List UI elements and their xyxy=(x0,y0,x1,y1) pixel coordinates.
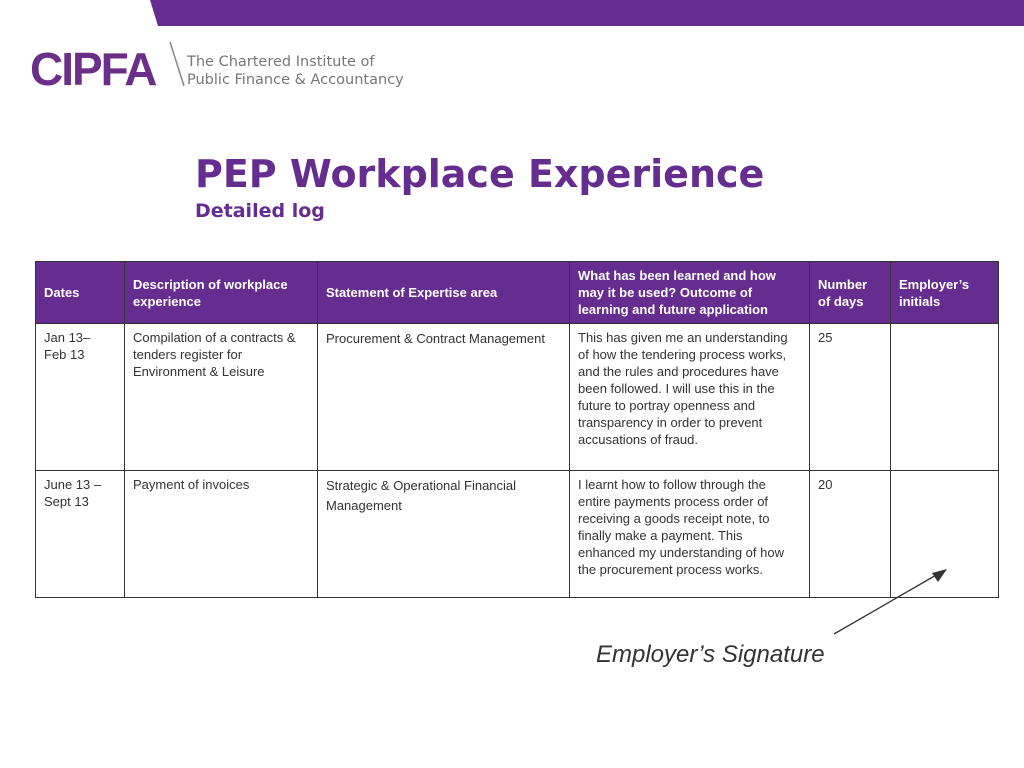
expertise-text: Procurement & Contract Management xyxy=(326,331,545,346)
description-text: Payment of invoices xyxy=(133,477,250,492)
dates-text: Jan 13– Feb 13 xyxy=(44,330,91,362)
cell-initials xyxy=(891,324,999,471)
table-header-row xyxy=(36,262,999,324)
page-subtitle: Detailed log xyxy=(195,200,325,222)
expertise-text: Strategic & Operational Financial Management xyxy=(326,478,517,513)
dates-text: June 13 – Sept 13 xyxy=(44,477,102,509)
employer-signature-label: Employer’s Signature xyxy=(596,641,825,668)
cell-description xyxy=(125,324,318,471)
description-text: Compilation of a contracts & tenders register for Environment & Leisure xyxy=(133,330,296,379)
header-number-of-days: Number of days xyxy=(810,262,891,324)
learning-text: This has given me an understanding of how the tendering process works, and the rules and procedures have been followed. I will use this in the future to portray openness and transparency in order to prevent accusations of fraud. xyxy=(578,330,788,447)
cell-expertise xyxy=(318,324,570,471)
header-expertise-area: Statement of Expertise area xyxy=(318,262,570,324)
logo-tagline-line1: The Chartered Institute of xyxy=(187,54,375,70)
header-learning-outcome: What has been learned and how may it be used? Outcome of learning and future application xyxy=(570,262,810,324)
cell-dates xyxy=(36,324,125,471)
days-text: 25 xyxy=(818,330,833,345)
cell-learning xyxy=(570,471,810,598)
logo-tagline xyxy=(187,53,404,89)
experience-log-table xyxy=(35,261,999,598)
days-text: 20 xyxy=(818,477,833,492)
top-banner xyxy=(0,0,1024,28)
header-dates: Dates xyxy=(36,262,125,324)
table-row xyxy=(36,324,999,471)
header-employer-initials: Employer’s initials xyxy=(891,262,999,324)
cipfa-logo xyxy=(30,40,430,100)
arrow-icon xyxy=(820,560,960,640)
page-title: PEP Workplace Experience xyxy=(195,152,765,196)
header-description: Description of workplace experience xyxy=(125,262,318,324)
cell-dates xyxy=(36,471,125,598)
cell-days xyxy=(810,324,891,471)
cell-expertise xyxy=(318,471,570,598)
cell-description xyxy=(125,471,318,598)
logo-wordmark: CIPFA xyxy=(30,43,156,95)
cell-learning xyxy=(570,324,810,471)
logo-tagline-line2: Public Finance & Accountancy xyxy=(187,72,404,88)
learning-text: I learnt how to follow through the entire payments process order of receiving a goods receipt note, to finally make a payment. This enhanced my understanding of how the procurement process works. xyxy=(578,477,784,577)
